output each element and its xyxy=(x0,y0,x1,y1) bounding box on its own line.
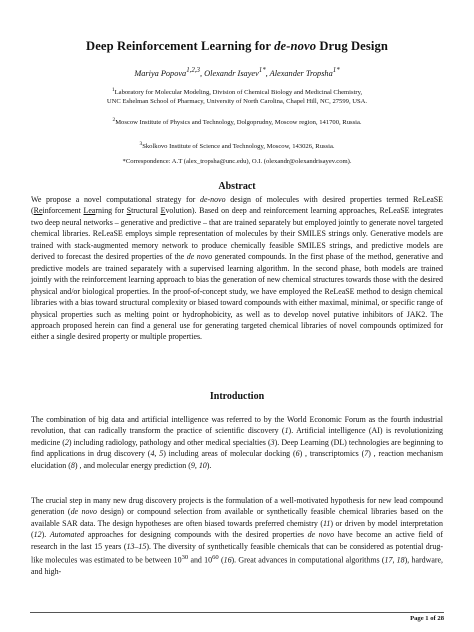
abstract-heading: Abstract xyxy=(218,181,256,192)
intro-paragraph-1: The combination of big data and artificial intelligence was referred to by the World Economic Forum as the fourth industrial revolution, that can radically transform the practice of scientific discovery (1). Artificial intelligence (AI) is revolutionizing medicine (2) including radiology, pathology and other medical specialties (3). Deep Learning (DL) technologies are beginning to find applications in drug discovery (4, 5) including areas of molecular docking (6) , transcriptomics (7) , reaction mechanism elucidation (8) , and molecular energy prediction (9, 10). xyxy=(31,415,444,470)
affiliation-1: $^1$Laboratory for Molecular Modeling, Division of Chemical Biology and Medicinal Chemistry, UNC Eshelman School of Pharmacy, University of North Carolina, Chapel Hill, NC, 27599, USA. xyxy=(106,87,368,106)
author-list: Mariya Popova$^{1,2,3}$, Olexandr Isayev$^{1*}$, Alexander Tropsha$^{1*}$ xyxy=(134,67,340,78)
introduction-heading: Introduction xyxy=(209,391,265,402)
abstract-text: We propose a novel computational strategy for de-novo design of molecules with desired properties termed ReLeaSE (Reinforcement Learning for Structural Evolution). Based on deep and reinforcement learning approaches, ReLeaSE integrates two deep neural networks – generative and predictive – that are trained separately but employed jointly to generate novel targeted chemical libraries. ReLeaSE employs simple representation of molecules by their SMILES strings only. Generative models are trained with stack-augmented memory network to produce chemically feasible SMILES strings, and predictive models are derived to forecast the desired properties of the de novo generated compounds. In the first phase of the method, generative and predictive models are trained separately with a supervised learning algorithm. In the second phase, both models are trained jointly with the reinforcement learning approach to bias the generation of new chemical structures towards those with the desired physical and/or biological properties. In the proof-of-concept study, we have employed the ReLeaSE method to design chemical libraries with a bias toward structural complexity or biased toward compounds with either maximal, minimal, or specific range of physical properties such as melting point or hydrophobicity, as well as to develop novel putative inhibitors of JAK2. The approach proposed herein can find a general use for generating targeted chemical libraries of novel compounds optimized for either a single desired property or multiple properties. xyxy=(31,195,443,342)
footer-divider xyxy=(30,612,444,613)
correspondence: *Correspondence: A.T (alex_tropsha@unc.edu), O.I. (olexandr@olexandrisayev.com). xyxy=(122,158,352,165)
affiliation-3: $^3$Skolkovo Institute of Science and Technology, Moscow, 143026, Russia. xyxy=(139,141,335,151)
intro-paragraph-2: The crucial step in many new drug discovery projects is the formulation of a well-motivated hypothesis for new lead compound generation (de novo design) or compound selection from available or synthetically feasible chemical libraries based on the available SAR data. The design hypotheses are often biased towards preferred chemistry (11) or driven by model interpretation (12). Automated approaches for designing compounds with the desired properties de novo have become an active field of research in the last 15 years (13–15). The diversity of synthetically feasible chemicals that can be considered as potential drug-like molecules was estimated to be between $10^{30}$ and $10^{60}$ (16). Great advances in computational algorithms (17, 18), hardware, and high- xyxy=(31,496,443,577)
page-number: Page 1 of 28 xyxy=(410,615,444,622)
affiliation-2: $^2$Moscow Institute of Physics and Technology, Dolgoprudny, Moscow region, 141700, Russia. xyxy=(112,117,362,127)
paper-title: Deep Reinforcement Learning for de-novo Drug Design xyxy=(86,39,388,53)
